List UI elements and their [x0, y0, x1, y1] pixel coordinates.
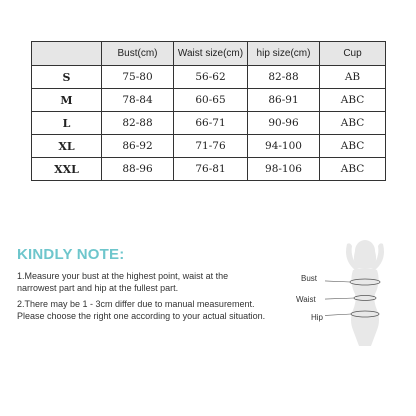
note-item-1 — [17, 270, 228, 294]
bust-cell: 78-84 — [102, 89, 174, 112]
table-row — [32, 158, 386, 181]
note-line: Please choose the right one according to your actual situation. — [17, 311, 266, 321]
table-row — [32, 89, 386, 112]
size-cell: S — [32, 66, 102, 89]
header-cell-cup: Cup — [320, 42, 386, 66]
bust-cell: 75-80 — [102, 66, 174, 89]
waist-cell: 56-62 — [174, 66, 248, 89]
header-cell-hip: hip size(cm) — [248, 42, 320, 66]
waist-cell: 76-81 — [174, 158, 248, 181]
size-cell: M — [32, 89, 102, 112]
header-cell-waist: Waist size(cm) — [174, 42, 248, 66]
header-cell-bust: Bust(cm) — [102, 42, 174, 66]
size-cell: XL — [32, 135, 102, 158]
hip-cell: 82-88 — [248, 66, 320, 89]
size-chart-table — [31, 41, 386, 181]
waist-cell: 71-76 — [174, 135, 248, 158]
hip-cell: 86-91 — [248, 89, 320, 112]
size-chart-header-row — [32, 42, 386, 66]
cup-cell: ABC — [320, 158, 386, 181]
hip-label: Hip — [311, 313, 324, 322]
note-line: narrowest part and hip at the fullest part. — [17, 283, 179, 293]
waist-label: Waist — [296, 295, 316, 304]
bust-cell: 82-88 — [102, 112, 174, 135]
header-cell-size — [32, 42, 102, 66]
cup-cell: ABC — [320, 112, 386, 135]
hip-cell: 94-100 — [248, 135, 320, 158]
bust-cell: 86-92 — [102, 135, 174, 158]
table-row — [32, 135, 386, 158]
waist-cell: 66-71 — [174, 112, 248, 135]
cup-cell: ABC — [320, 89, 386, 112]
cup-cell: AB — [320, 66, 386, 89]
hip-cell: 90-96 — [248, 112, 320, 135]
table-row — [32, 66, 386, 89]
note-line: 1.Measure your bust at the highest point, waist at the — [17, 271, 229, 281]
size-cell: XXL — [32, 158, 102, 181]
bust-cell: 88-96 — [102, 158, 174, 181]
waist-cell: 60-65 — [174, 89, 248, 112]
kindly-note-title: KINDLY NOTE: — [17, 246, 125, 263]
size-cell: L — [32, 112, 102, 135]
note-item-2 — [17, 298, 265, 322]
table-row — [32, 112, 386, 135]
female-body-silhouette-icon — [325, 238, 405, 348]
bust-label: Bust — [301, 274, 318, 283]
hip-cell: 98-106 — [248, 158, 320, 181]
note-line: 2.There may be 1 - 3cm differ due to manual measurement. — [17, 299, 255, 309]
cup-cell: ABC — [320, 135, 386, 158]
